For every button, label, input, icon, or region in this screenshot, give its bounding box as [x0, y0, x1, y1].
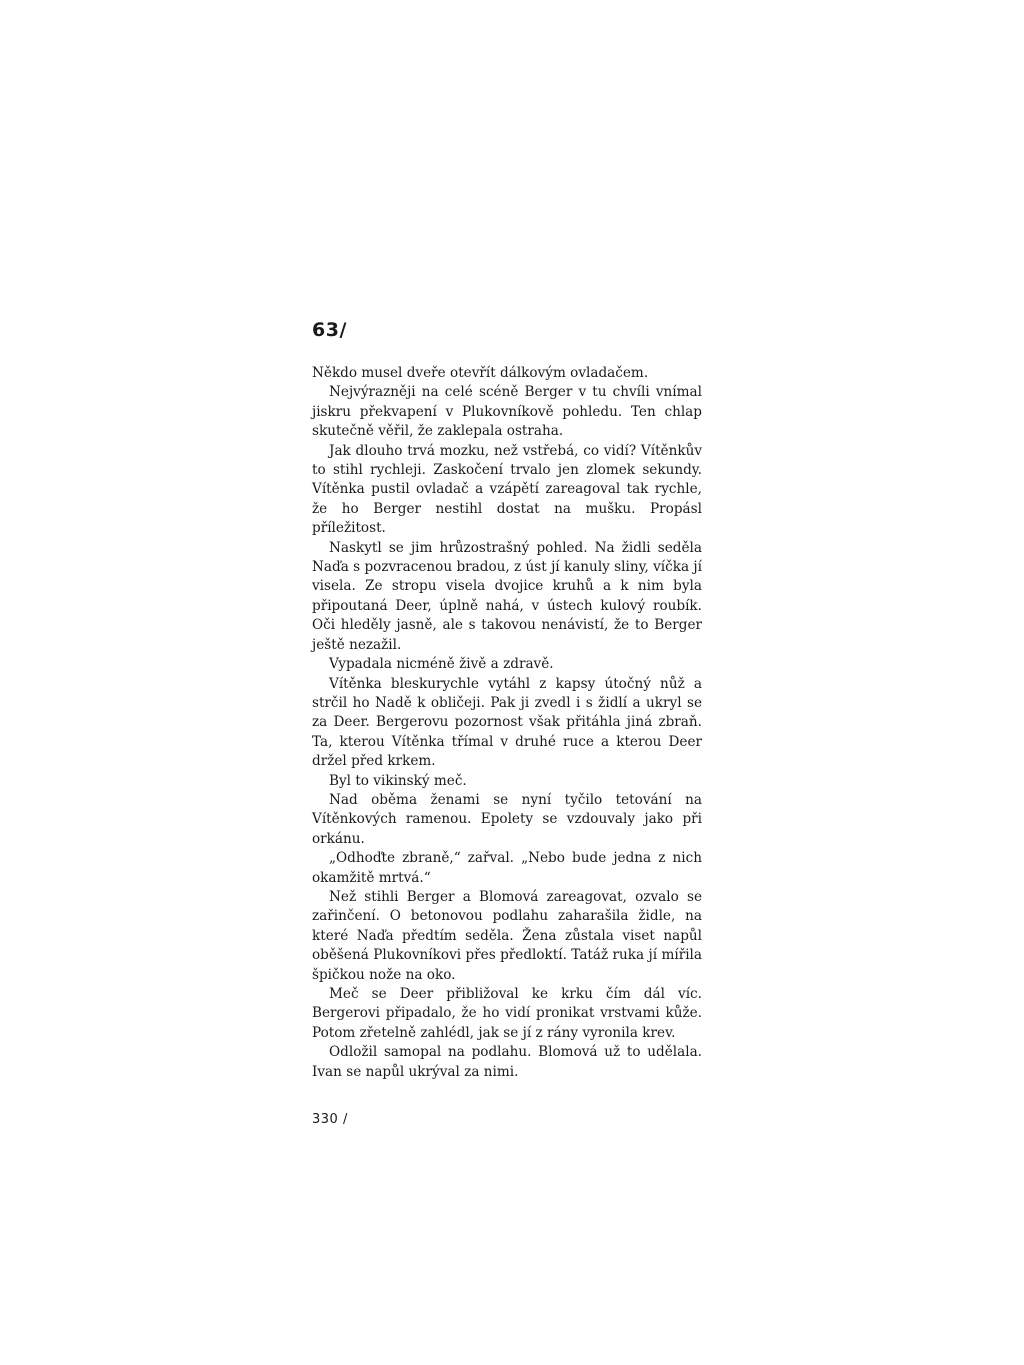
book-page [312, 318, 702, 1127]
paragraph: Vypadala nicméně živě a zdravě. [329, 656, 554, 673]
paragraph: Odložil samopal na podlahu. Blomová už to udělala. Ivan se napůl ukrýval za nimi. [312, 1044, 702, 1080]
paragraph: Byl to vikinský meč. [329, 772, 467, 789]
paragraph: Než stihli Berger a Blomová zareagovat, ozvalo se zařinčení. O betonovou podlahu zaharašila židle, na které Naďa předtím seděla. Žena zůstala viset napůl oběšená Plukovníkovi přes předloktí. Tatáž ruka jí mířila špičkou nože na oko. [312, 888, 702, 983]
paragraph: Někdo musel dveře otevřít dálkovým ovladačem. [312, 365, 649, 381]
chapter-number: 63/ [312, 319, 347, 341]
chapter-body [312, 364, 702, 1082]
paragraph: Naskytl se jim hrůzostrašný pohled. Na židli seděla Naďa s pozvracenou bradou, z úst jí kanuly sliny, víčka jí visela. Ze stropu visela dvojice kruhů a k nim byla připoutaná Deer, úplně nahá, v ústech kulový roubík. Oči hleděly jasně, ale s takovou nenávistí, že to Berger ještě nezažil. [312, 539, 702, 653]
paragraph: Nad oběma ženami se nyní tyčilo tetování na Vítěnkových ramenou. Epolety se vzdouvaly jako při orkánu. [312, 791, 702, 847]
paragraph: Vítěnka bleskurychle vytáhl z kapsy útočný nůž a strčil ho Nadě k obličeji. Pak ji zvedl i s židlí a ukryl se za Deer. Bergerovu pozornost však přitáhla jiná zbraň. Ta, kterou Vítěnka třímal v druhé ruce a kterou Deer držel před krkem. [312, 675, 702, 770]
paragraph: Meč se Deer přibližoval ke krku čím dál víc. Bergerovi připadalo, že ho vidí pronikat vrstvami kůže. Potom zřetelně zahlédl, jak se jí z rány vyronila krev. [312, 986, 702, 1041]
page-number: 330 / [312, 1112, 348, 1128]
paragraph: „Odhoďte zbraně,“ zařval. „Nebo bude jedna z nich okamžitě mrtvá.“ [312, 850, 702, 886]
paragraph: Nejvýrazněji na celé scéně Berger v tu chvíli vnímal jiskru překvapení v Plukovníkově pohledu. Ten chlap skutečně věřil, že zaklepala ostraha. [312, 384, 702, 440]
paragraph: Jak dlouho trvá mozku, než vstřebá, co vidí? Vítěnkův to stihl rychleji. Zaskočení trvalo jen zlomek sekundy. Vítěnka pustil ovladač a vzápětí zareagoval tak rychle, že ho Berger nestihl dostat na mušku. Propásl příležitost. [312, 442, 702, 537]
